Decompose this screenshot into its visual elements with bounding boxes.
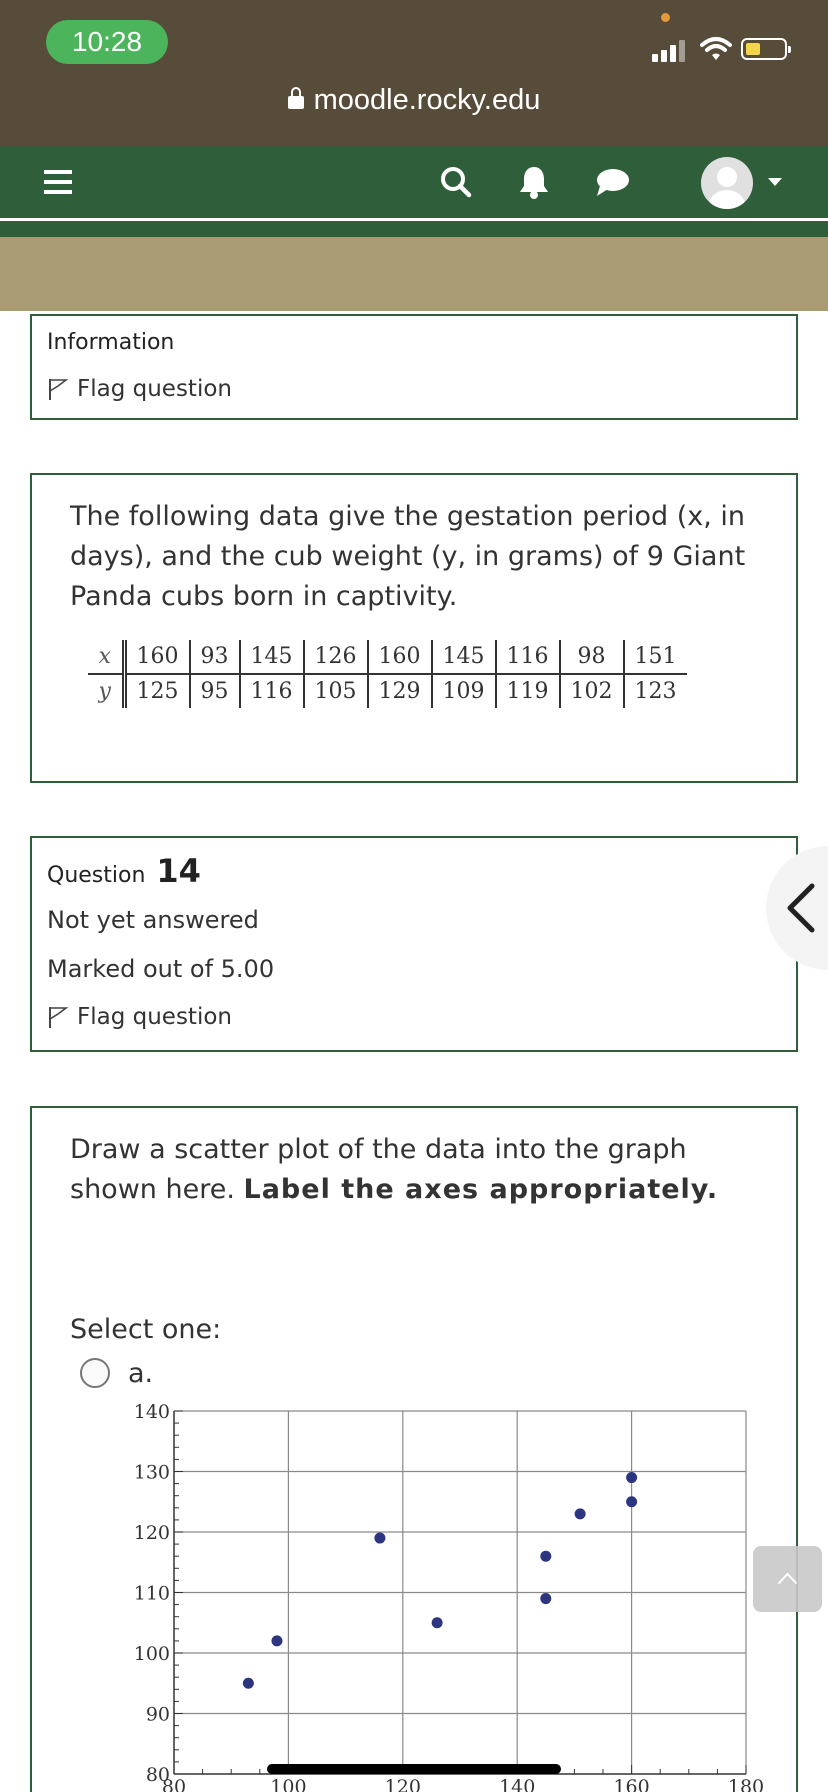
- data-point: [575, 1508, 586, 1519]
- flag-question-label: Flag question: [77, 376, 232, 402]
- table-cell-y: 116: [240, 674, 304, 708]
- select-one-label: Select one:: [70, 1314, 222, 1345]
- option-a-label[interactable]: a.: [128, 1358, 154, 1389]
- question-body: The following data give the gestation period (x, in days), and the cub weight (y, in grams) of 9 Giant Panda cubs born in captivity.: [70, 501, 746, 612]
- y-variable-label: y: [98, 679, 111, 704]
- flag-icon: [47, 1005, 69, 1029]
- table-cell-x: 160: [368, 640, 432, 674]
- home-indicator: [267, 1764, 561, 1774]
- information-title: Information: [47, 330, 175, 355]
- y-tick-label: 100: [133, 1643, 170, 1665]
- data-point: [243, 1678, 254, 1689]
- search-icon[interactable]: [436, 162, 476, 202]
- navbar-bottom-strip: [0, 221, 828, 237]
- flag-icon: [47, 377, 69, 401]
- prompt-text: Draw a scatter plot of the data into the graph shown here.: [70, 1134, 687, 1205]
- table-cell-x: 116: [496, 640, 560, 674]
- cellular-signal-icon: [652, 38, 688, 62]
- data-table: [88, 640, 687, 708]
- table-cell-y: 109: [432, 674, 496, 708]
- wifi-icon: [700, 36, 732, 62]
- prompt-bold-text: Label the axes appropriately.: [243, 1174, 719, 1205]
- question-marks: Marked out of 5.00: [47, 955, 275, 983]
- question-label: Question: [47, 863, 146, 888]
- table-cell-y: 102: [560, 674, 624, 708]
- chat-icon[interactable]: [592, 162, 632, 202]
- table-cell-y: 123: [624, 674, 687, 708]
- user-avatar[interactable]: [701, 157, 753, 209]
- flag-question-link[interactable]: [47, 376, 232, 402]
- clock-time: 10:28: [46, 20, 168, 64]
- x-tick-label: 120: [384, 1776, 421, 1792]
- y-tick-label: 80: [145, 1764, 170, 1786]
- y-tick-label: 140: [133, 1401, 170, 1423]
- y-tick-label: 130: [133, 1461, 170, 1484]
- table-cell-x: 98: [560, 640, 624, 674]
- privacy-indicator-dot: [661, 13, 670, 22]
- table-cell-y: 129: [368, 674, 432, 708]
- table-cell-x: 126: [304, 640, 368, 674]
- bell-icon[interactable]: [514, 162, 554, 202]
- address-bar[interactable]: [0, 84, 828, 117]
- y-tick-label: 120: [133, 1522, 170, 1544]
- table-cell-x: 93: [190, 640, 240, 674]
- data-point: [540, 1551, 551, 1562]
- table-cell-x: 151: [624, 640, 687, 674]
- table-row-y: [88, 674, 687, 708]
- y-tick-label: 110: [133, 1582, 170, 1605]
- question-number-value: 14: [156, 852, 201, 890]
- information-block: [30, 314, 798, 420]
- chevron-up-icon: [777, 1570, 798, 1586]
- answer-prompt: [70, 1130, 780, 1210]
- table-cell-y: 105: [304, 674, 368, 708]
- hamburger-icon[interactable]: [44, 170, 72, 194]
- question-number: [47, 852, 201, 890]
- data-point: [626, 1496, 637, 1507]
- table-cell-y: 125: [124, 674, 190, 708]
- question-status: Not yet answered: [47, 906, 259, 934]
- flag-question-link[interactable]: [47, 1004, 232, 1030]
- x-variable-label: x: [88, 640, 124, 674]
- table-cell-y: 95: [190, 674, 240, 708]
- table-cell-x: 160: [124, 640, 190, 674]
- option-a-radio[interactable]: [80, 1358, 110, 1388]
- table-row-x: [88, 640, 687, 674]
- data-point: [540, 1593, 551, 1604]
- scroll-to-top-button[interactable]: [753, 1546, 822, 1612]
- status-bar: [0, 0, 828, 146]
- page-header-band: [0, 237, 828, 311]
- x-tick-label: 140: [499, 1776, 536, 1792]
- data-point: [374, 1533, 385, 1544]
- site-navbar: [0, 146, 828, 218]
- x-tick-label: 80: [161, 1776, 187, 1792]
- flag-question-label: Flag question: [77, 1004, 232, 1030]
- x-tick-label: 180: [727, 1776, 765, 1792]
- chevron-left-icon: [784, 882, 818, 934]
- x-tick-label: 100: [270, 1776, 307, 1792]
- question-text-block: [30, 473, 798, 783]
- table-cell-x: 145: [432, 640, 496, 674]
- url-text: moodle.rocky.edu: [313, 84, 541, 116]
- table-cell-y: 119: [496, 674, 560, 708]
- lock-icon: [288, 96, 304, 109]
- data-point: [271, 1635, 282, 1646]
- data-point: [432, 1617, 443, 1628]
- question-info-block: [30, 836, 798, 1052]
- y-tick-label: 90: [145, 1703, 170, 1726]
- battery-icon: [741, 38, 787, 60]
- caret-down-icon[interactable]: [768, 178, 782, 186]
- x-tick-label: 160: [613, 1776, 650, 1792]
- scatter-plot[interactable]: [110, 1395, 770, 1792]
- data-point: [626, 1472, 637, 1483]
- table-cell-x: 145: [240, 640, 304, 674]
